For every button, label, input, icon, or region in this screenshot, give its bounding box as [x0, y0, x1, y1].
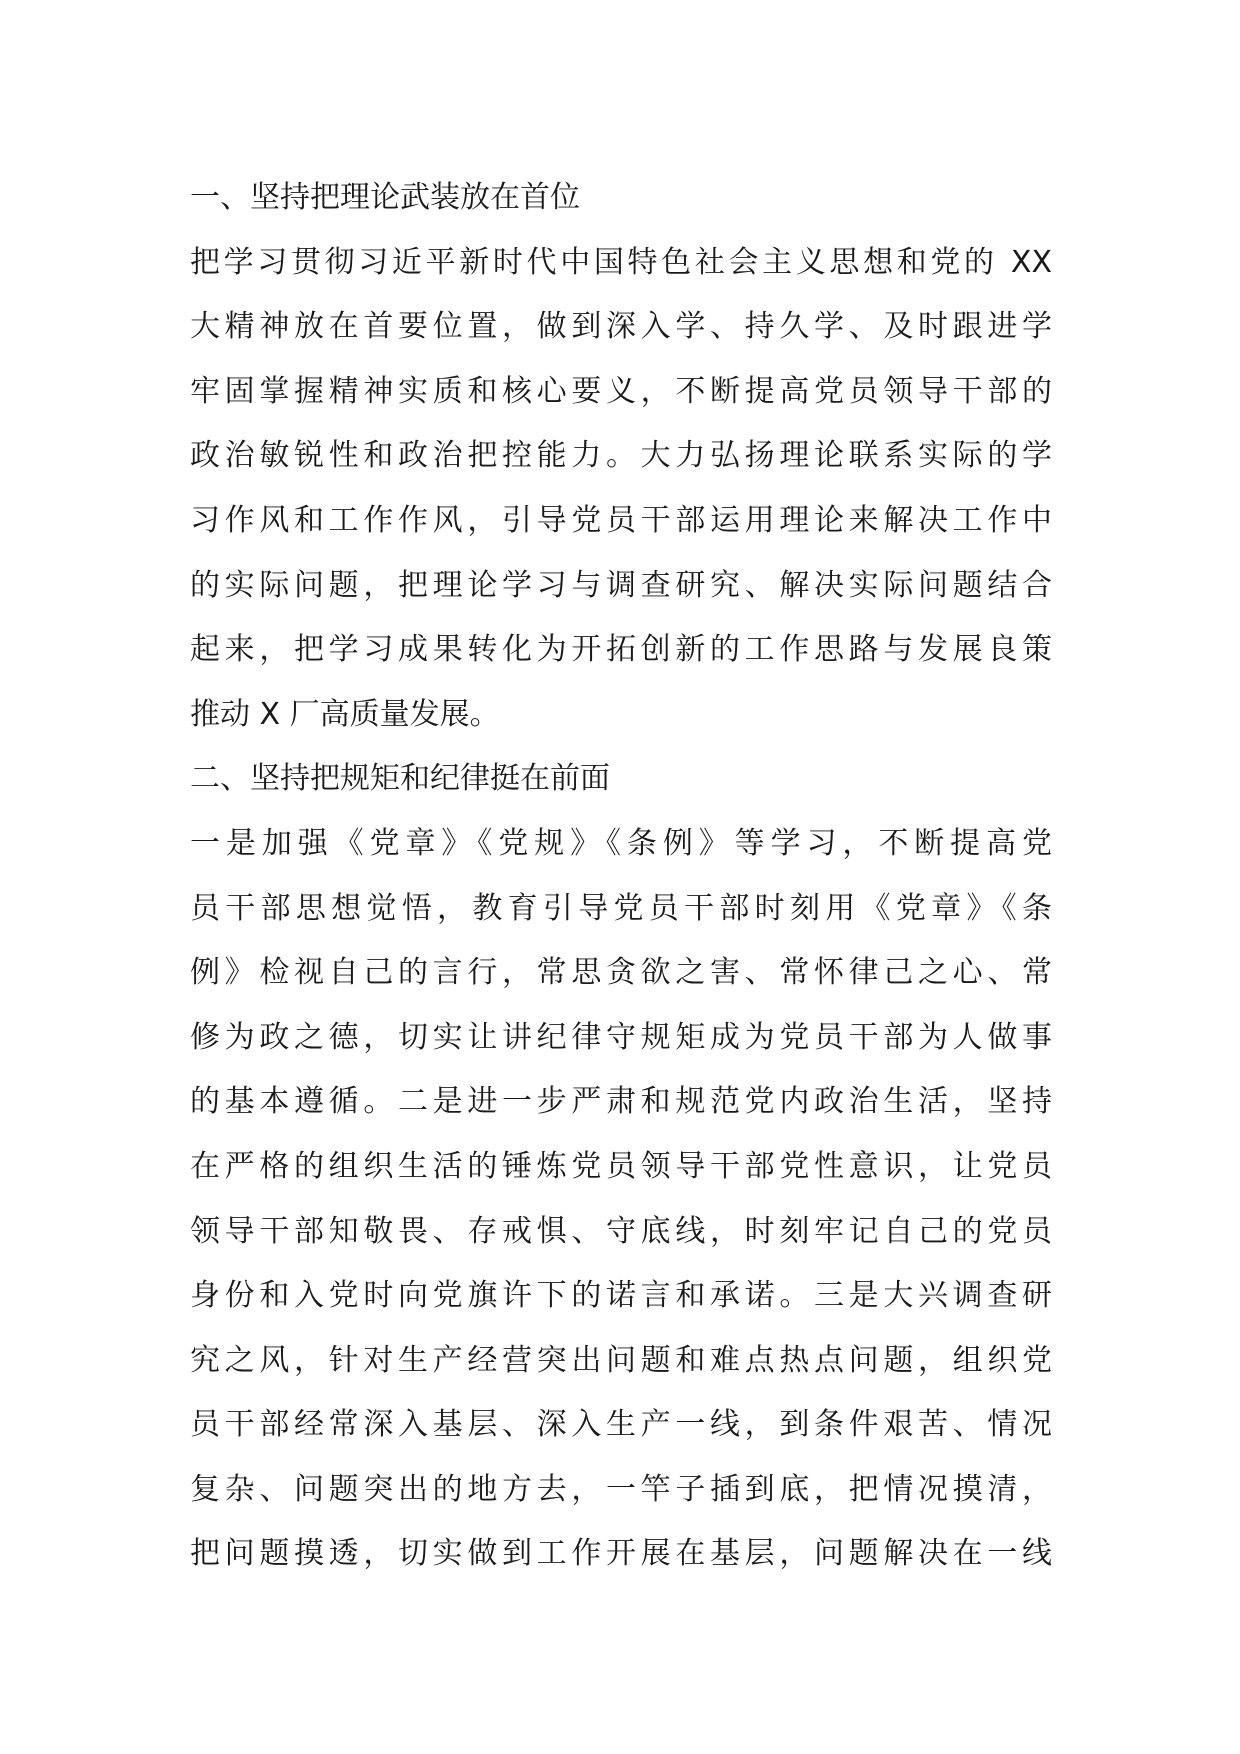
paragraph-line: 起来，把学习成果转化为开拓创新的工作思路与发展良策 [190, 632, 1052, 668]
paragraph-line: 的基本遵循。二是进一步严肃和规范党内政治生活，坚持 [190, 1084, 1052, 1120]
paragraph-line: 把问题摸透，切实做到工作开展在基层，问题解决在一线 [190, 1536, 1052, 1572]
paragraph-line: 员干部思想觉悟，教育引导党员干部时刻用《党章》《条 [190, 890, 1052, 926]
section-heading-2: 二、坚持把规矩和纪律挺在前面 [190, 761, 610, 797]
paragraph-line: 的实际问题，把理论学习与调查研究、解决实际问题结合 [190, 567, 1052, 603]
paragraph-line: 牢固掌握精神实质和核心要义，不断提高党员领导干部的 [190, 373, 1052, 409]
paragraph-line: 一是加强《党章》《党规》《条例》等学习，不断提高党 [190, 825, 1052, 861]
paragraph-line: 复杂、问题突出的地方去，一竿子插到底，把情况摸清， [190, 1471, 1052, 1507]
document-body [190, 166, 1052, 1587]
paragraph-last-line: 推动 X 厂高质量发展。 [190, 696, 500, 732]
paragraph-line: 大精神放在首要位置，做到深入学、持久学、及时跟进学 [190, 309, 1052, 345]
paragraph-line: 员干部经常深入基层、深入生产一线，到条件艰苦、情况 [190, 1407, 1052, 1443]
paragraph-line: 政治敏锐性和政治把控能力。大力弘扬理论联系实际的学 [190, 438, 1052, 474]
paragraph-line: 把学习贯彻习近平新时代中国特色社会主义思想和党的 XX [190, 244, 1052, 280]
paragraph-line: 修为政之德，切实让讲纪律守规矩成为党员干部为人做事 [190, 1019, 1052, 1055]
paragraph-line: 习作风和工作作风，引导党员干部运用理论来解决工作中 [190, 502, 1052, 538]
paragraph-line: 领导干部知敬畏、存戒惧、守底线，时刻牢记自己的党员 [190, 1213, 1052, 1249]
paragraph-line: 究之风，针对生产经营突出问题和难点热点问题，组织党 [190, 1342, 1052, 1378]
paragraph-line: 例》检视自己的言行，常思贪欲之害、常怀律己之心、常 [190, 955, 1052, 991]
section-heading-1: 一、坚持把理论武装放在首位 [190, 180, 580, 215]
paragraph-line: 身份和入党时向党旗许下的诺言和承诺。三是大兴调查研 [190, 1278, 1052, 1314]
paragraph-line: 在严格的组织生活的锤炼党员领导干部党性意识，让党员 [190, 1148, 1052, 1184]
